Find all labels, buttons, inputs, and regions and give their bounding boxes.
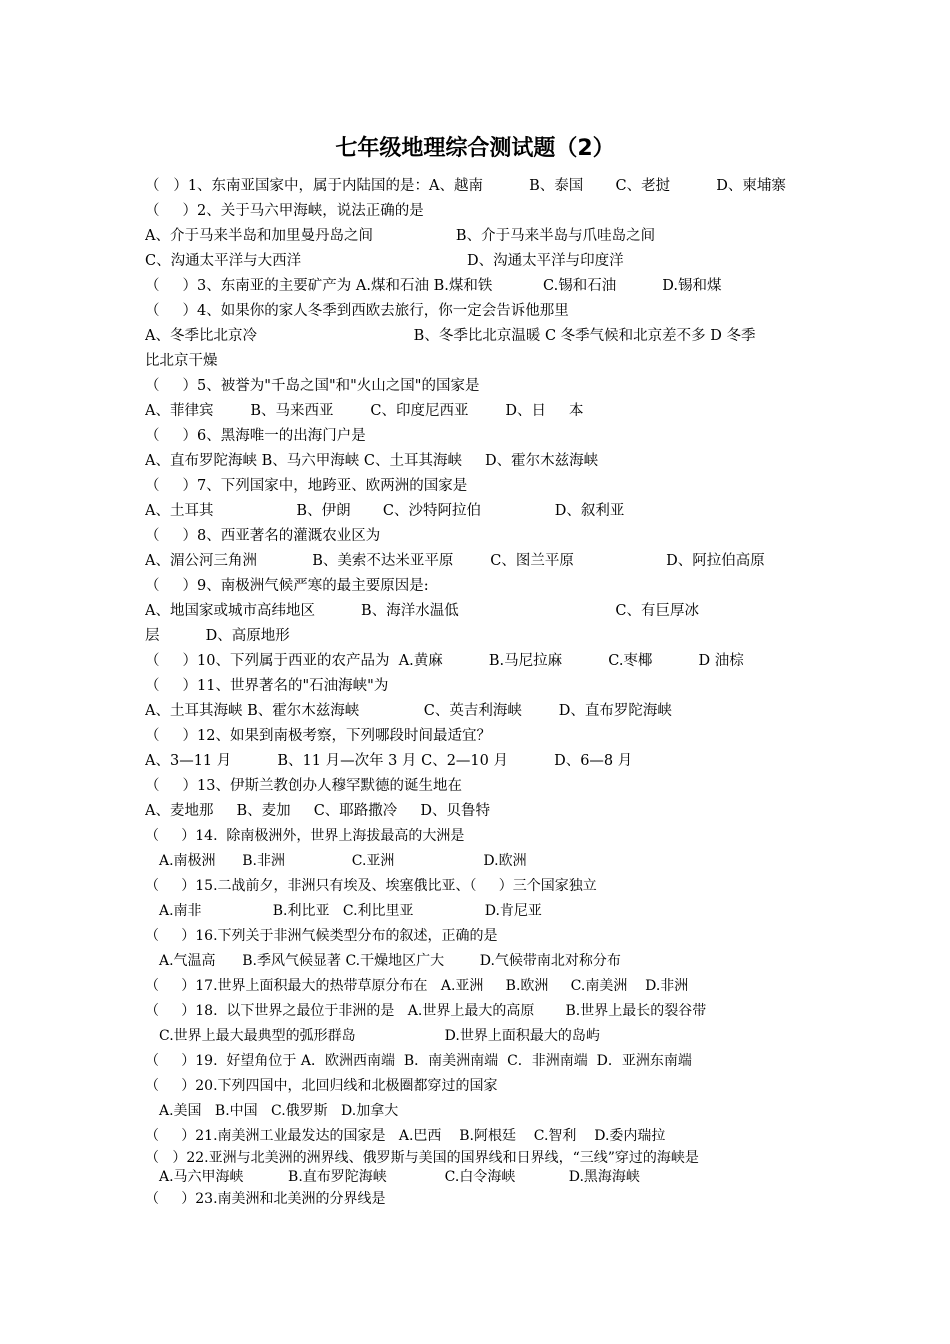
question-7-options: A、土耳其 B、伊朗 C、沙特阿拉伯 D、叙利亚 [145, 503, 625, 519]
question-6-options: A、直布罗陀海峡 B、马六甲海峡 C、土耳其海峡 D、霍尔木兹海峡 [145, 453, 599, 469]
question-4-options-line-1: A、冬季比北京冷 B、冬季比北京温暖 C 冬季气候和北京差不多 D 冬季 [145, 328, 756, 344]
question-list [145, 174, 810, 1212]
question-12-line: （ ）12、如果到南极考察，下列哪段时间最适宜？ [145, 728, 491, 744]
question-12-options: A、3—11 月 B、11 月—次年 3 月 C、2—10 月 D、6—8 月 [145, 753, 633, 769]
question-4-line: （ ）4、如果你的家人冬季到西欧去旅行，你一定会告诉他那里 [145, 303, 569, 319]
question-13-line: （ ）13、伊斯兰教创办人穆罕默德的诞生地在 [145, 778, 462, 794]
question-7-line: （ ）7、下列国家中，地跨亚、欧两洲的国家是 [145, 478, 468, 494]
question-13-options: A、麦地那 B、麦加 C、耶路撒冷 D、贝鲁特 [145, 803, 490, 819]
question-14-options: A.南极洲 B.非洲 C.亚洲 D.欧洲 [159, 853, 527, 869]
question-4-options-line-2: 比北京干燥 [145, 353, 218, 369]
question-20-line: （ ）20.下列四国中，北回归线和北极圈都穿过的国家 [145, 1078, 498, 1094]
question-5-line: （ ）5、被誉为"千岛之国"和"火山之国"的国家是 [145, 378, 480, 394]
question-16-options: A.气温高 B.季风气候显著 C.干燥地区广大 D.气候带南北对称分布 [159, 953, 621, 969]
question-23-line: （ ）23.南美洲和北美洲的分界线是 [145, 1191, 386, 1207]
question-19-line: （ ）19. 好望角位于 A．欧洲西南端 B．南美洲南端 C．非洲南端 D．亚洲东南端 [145, 1053, 692, 1069]
question-5-options: A、菲律宾 B、马来西亚 C、印度尼西亚 D、日 本 [145, 403, 584, 419]
question-2-options-line-2: C、沟通太平洋与大西洋 D、沟通太平洋与印度洋 [145, 253, 624, 269]
question-18-options: C.世界上最大最典型的弧形群岛 D.世界上面积最大的岛屿 [159, 1028, 600, 1044]
question-17-line: （ ）17.世界上面积最大的热带草原分布在 A.亚洲 B.欧洲 C.南美洲 D.非洲 [145, 978, 689, 994]
question-11-options: A、土耳其海峡 B、霍尔木兹海峡 C、英吉利海峡 D、直布罗陀海峡 [145, 703, 672, 719]
question-20-options: A.美国 B.中国 C.俄罗斯 D.加拿大 [159, 1103, 399, 1119]
question-1-line: （ ）1、东南亚国家中，属于内陆国的是：A、越南 B、泰国 C、老挝 D、柬埔寨 [145, 178, 786, 194]
question-11-line: （ ）11、世界著名的"石油海峡"为 [145, 678, 389, 694]
question-15-options: A.南非 B.利比亚 C.利比里亚 D.肯尼亚 [159, 903, 542, 919]
question-14-line: （ ）14. 除南极洲外，世界上海拔最高的大洲是 [145, 828, 465, 844]
question-9-options-line-1: A、地国家或城市高纬地区 B、海洋水温低 C、有巨厚冰 [145, 603, 700, 619]
question-8-options: A、湄公河三角洲 B、美索不达米亚平原 C、图兰平原 D、阿拉伯高原 [145, 553, 765, 569]
question-22-options: A.马六甲海峡 B.直布罗陀海峡 C.白令海峡 D.黑海海峡 [159, 1169, 640, 1185]
question-6-line: （ ）6、黑海唯一的出海门户是 [145, 428, 366, 444]
question-22-line: （ ）22.亚洲与北美洲的洲界线、俄罗斯与美国的国界线和日界线，“三线”穿过的海峡是 [145, 1150, 699, 1166]
question-2-options-line-1: A、介于马来半岛和加里曼丹岛之间 B、介于马来半岛与爪哇岛之间 [145, 228, 656, 244]
question-8-line: （ ）8、西亚著名的灌溉农业区为 [145, 528, 381, 544]
question-3-line: （ ）3、东南亚的主要矿产为 A.煤和石油 B.煤和铁 C.锡和石油 D.锡和煤 [145, 278, 722, 294]
document-title: 七年级地理综合测试题（2） [335, 136, 615, 161]
question-16-line: （ ）16.下列关于非洲气候类型分布的叙述，正确的是 [145, 928, 498, 944]
question-21-line: （ ）21.南美洲工业最发达的国家是 A.巴西 B.阿根廷 C.智利 D.委内瑞拉 [145, 1128, 666, 1144]
question-18-line: （ ）18. 以下世界之最位于非洲的是 A.世界上最大的高原 B.世界上最长的裂谷带 [145, 1003, 707, 1019]
question-10-line: （ ）10、下列属于西亚的农产品为 A.黄麻 B.马尼拉麻 C.枣椰 D 油棕 [145, 653, 744, 669]
question-2-line: （ ）2、关于马六甲海峡，说法正确的是 [145, 203, 424, 219]
question-15-line: （ ）15.二战前夕，非洲只有埃及、埃塞俄比亚、（ ）三个国家独立 [145, 878, 597, 894]
question-9-options-line-2: 层 D、高原地形 [145, 628, 290, 644]
question-9-line: （ ）9、南极洲气候严寒的最主要原因是: [145, 578, 429, 594]
